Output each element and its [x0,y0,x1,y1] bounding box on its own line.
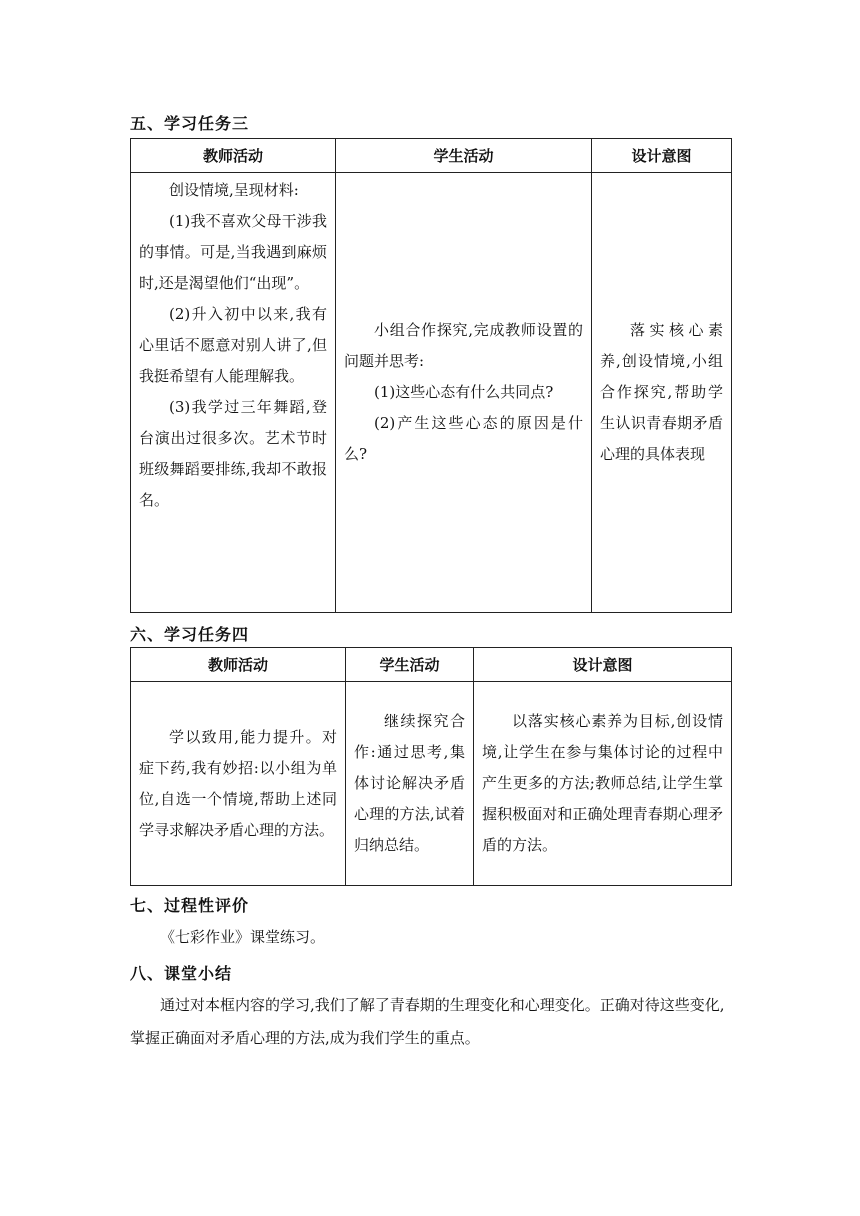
header-student-activity: 学生活动 [336,139,592,173]
teacher-paragraph: 创设情境,呈现材料: [169,181,299,199]
table-header-row [131,139,732,173]
header-teacher-activity: 教师活动 [131,139,336,173]
teacher-paragraph: 学以致用,能力提升。对症下药,我有妙招:以小组为单位,自选一个情境,帮助上述同学寻求解决矛盾心理的方法。 [139,727,337,839]
teacher-activity-cell [131,173,336,613]
task-3-table [130,138,732,613]
teacher-paragraph: (1)我不喜欢父母干涉我的事情。可是,当我遇到麻烦时,还是渴望他们“出现”。 [139,212,327,292]
table-row [131,173,732,613]
task-4-table [130,647,732,886]
header-design-intent: 设计意图 [474,648,732,682]
student-paragraph: 小组合作探究,完成教师设置的问题并思考: [344,321,583,370]
section-6-heading: 六、学习任务四 [130,625,250,644]
student-paragraph: (2)产生这些心态的原因是什么? [344,414,583,463]
teacher-activity-cell [131,682,346,886]
section-7-heading: 七、过程性评价 [130,896,250,915]
student-activity-cell [336,173,592,613]
student-paragraph: 继续探究合作:通过思考,集体讨论解决矛盾心理的方法,试着归纳总结。 [354,712,465,854]
header-student-activity: 学生活动 [346,648,474,682]
table-header-row [131,648,732,682]
evaluation-text: 《七彩作业》课堂练习。 [160,928,326,946]
design-intent-cell [592,173,732,613]
section-8-heading: 八、课堂小结 [130,964,233,983]
intent-paragraph: 以落实核心素养为目标,创设情境,让学生在参与集体讨论的过程中产生更多的方法;教师总结,让学生掌握积极面对和正确处理青春期心理矛盾的方法。 [482,712,723,854]
summary-text: 通过对本框内容的学习,我们了解了青春期的生理变化和心理变化。正确对待这些变化,掌握正确面对矛盾心理的方法,成为我们学生的重点。 [130,996,725,1047]
student-paragraph: (1)这些心态有什么共同点? [374,383,554,401]
section-5-heading: 五、学习任务三 [130,114,250,133]
header-teacher-activity: 教师活动 [131,648,346,682]
teacher-paragraph: (3)我学过三年舞蹈,登台演出过很多次。艺术节时班级舞蹈要排练,我却不敢报名。 [139,398,327,509]
header-design-intent: 设计意图 [592,139,732,173]
teacher-paragraph: (2)升入初中以来,我有心里话不愿意对别人讲了,但我挺希望有人能理解我。 [139,305,327,385]
table-row [131,682,732,886]
intent-paragraph: 落实核心素养,创设情境,小组合作探究,帮助学生认识青春期矛盾心理的具体表现 [600,321,723,463]
design-intent-cell [474,682,732,886]
student-activity-cell [346,682,474,886]
